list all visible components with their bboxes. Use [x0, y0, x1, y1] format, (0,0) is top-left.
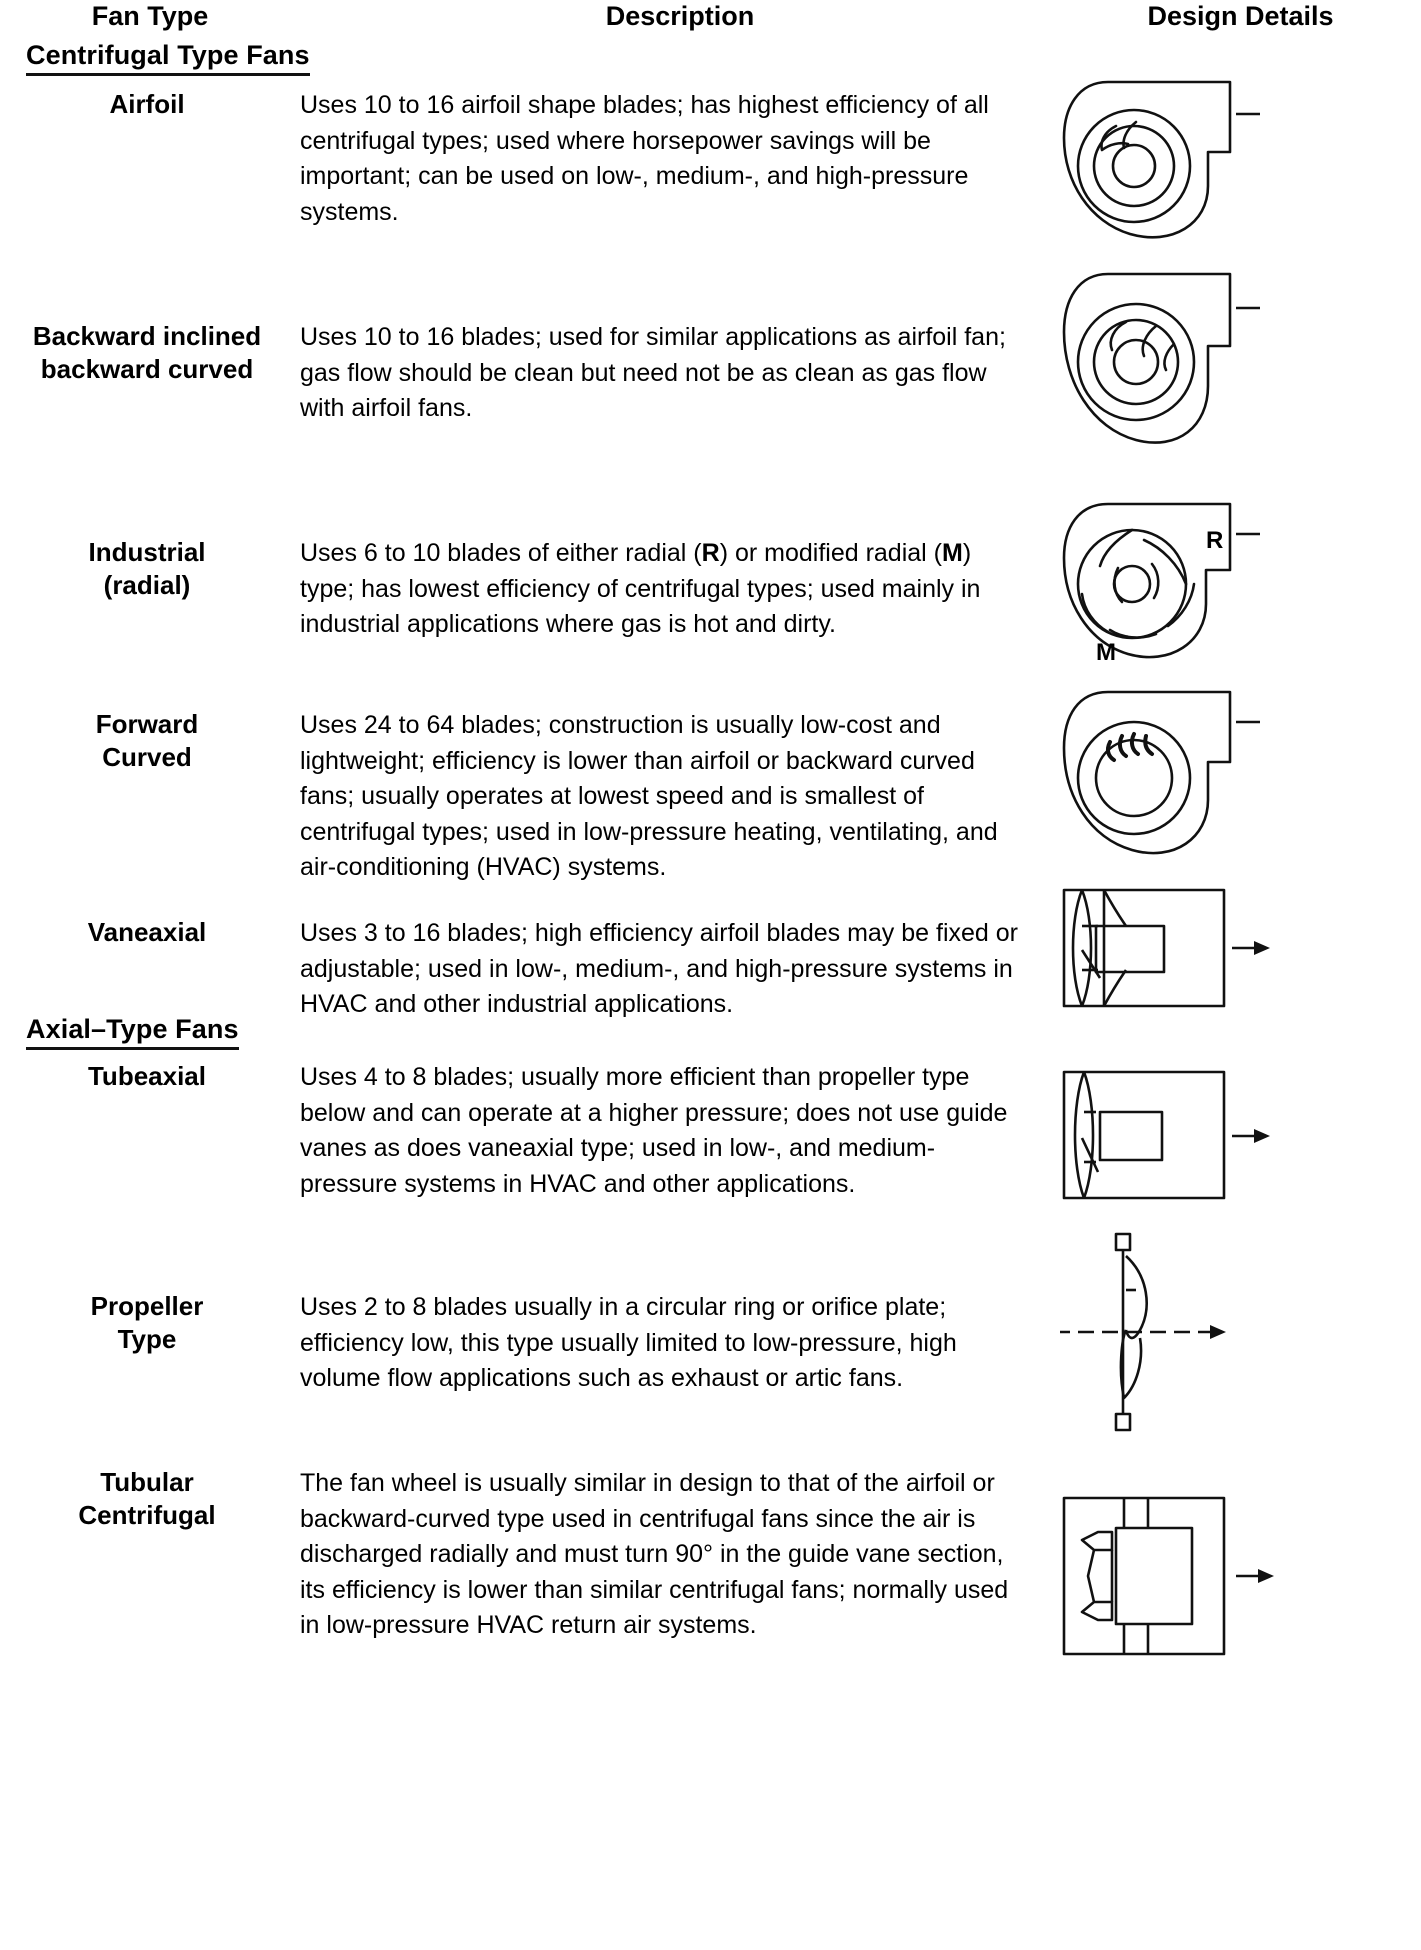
modified-blade-label-M: M: [1096, 639, 1116, 666]
airflow-arrow-icon: [1254, 941, 1270, 955]
axial-duct-vaneaxial-icon: [1060, 886, 1270, 1011]
description-forward-curved: Uses 24 to 64 blades; construction is usually low-cost and lightweight; efficiency is lower than airfoil or backward curved fans; usually operates at lowest speed and is smallest of centrifugal types; used in low-pressure heating, ventilating, and air-conditioning (HVAC) systems.: [300, 711, 998, 881]
group-heading-centrifugal-wrap: [0, 40, 1421, 74]
description-airfoil: Uses 10 to 16 airfoil shape blades; has highest efficiency of all centrifugal types; used where horsepower savings will be important; can be used on low-, medium-, and high-pressure systems.: [300, 91, 989, 226]
table-row-airfoil: [0, 74, 1421, 266]
table-row-industrial-radial: [0, 496, 1421, 686]
diagram-airfoil: [1060, 74, 1421, 264]
airflow-arrow-icon: [1254, 1129, 1270, 1143]
fan-type-vaneaxial: [0, 886, 300, 949]
centrifugal-scroll-forward-curved-icon: [1060, 686, 1260, 876]
airflow-arrow-icon: [1210, 1325, 1226, 1339]
column-header-fan-type: Fan Type: [91, 1, 209, 31]
fan-type-propeller: [0, 1220, 300, 1357]
fan-type-line-1: Propeller: [90, 1291, 204, 1321]
table-row-forward-curved: [0, 686, 1421, 886]
group-heading-axial: Axial–Type Fans: [26, 1014, 239, 1050]
fan-type-line-1: Vaneaxial: [87, 917, 207, 947]
propeller-blade-centerline-icon: [1060, 1230, 1290, 1435]
diagram-tubular-centrifugal: [1060, 1460, 1421, 1664]
description-tubular-centrifugal: The fan wheel is usually similar in design to that of the airfoil or backward-curved type used in centrifugal fans since the air is discharged radially and must turn 90° in the guide vane section, its efficiency is lower than similar centrifugal fans; normally used in low-pressure HVAC return air systems.: [300, 1469, 1009, 1639]
fan-type-line-2: Centrifugal: [78, 1500, 216, 1531]
fan-type-backward-inclined: [0, 266, 300, 387]
table-row-propeller: [0, 1220, 1421, 1460]
centrifugal-scroll-backward-curved-icon: [1060, 266, 1260, 476]
diagram-backward-inclined: [1060, 266, 1421, 476]
airflow-arrow-icon: [1258, 1569, 1274, 1583]
fan-type-industrial-radial: [0, 496, 300, 603]
axial-duct-tubeaxial-icon: [1060, 1068, 1270, 1203]
column-header-design-details: Design Details: [1147, 1, 1334, 31]
group-heading-centrifugal: Centrifugal Type Fans: [26, 40, 310, 76]
fan-type-tubeaxial: [0, 1050, 300, 1093]
fan-type-forward-curved: [0, 686, 300, 775]
fan-type-line-2: backward curved: [40, 354, 254, 385]
fan-type-line-2: (radial): [103, 570, 191, 601]
fan-type-line-2: Type: [117, 1324, 177, 1355]
table-row-tubeaxial: [0, 1050, 1421, 1220]
radial-blade-label-R: R: [1206, 527, 1224, 554]
column-header-description: Description: [605, 1, 755, 31]
fan-type-line-1: Tubeaxial: [87, 1061, 206, 1091]
fan-type-line-1: Industrial: [88, 537, 206, 567]
desc-part-0: Uses 6 to 10 blades of either radial (: [300, 539, 702, 567]
tubular-centrifugal-duct-icon: [1060, 1494, 1290, 1664]
description-backward-inclined: Uses 10 to 16 blades; used for similar applications as airfoil fan; gas flow should be clean but need not be as clean as gas flow with airfoil fans.: [300, 323, 1006, 422]
table-header-row: [0, 0, 1421, 40]
diagram-industrial-radial: [1060, 496, 1421, 681]
description-propeller: Uses 2 to 8 blades usually in a circular ring or orifice plate; efficiency low, this type usually limited to low-pressure, high volume flow applications such as exhaust or artic fans.: [300, 1293, 957, 1392]
fan-type-line-1: Forward: [95, 709, 199, 739]
table-row-tubular-centrifugal: [0, 1460, 1421, 1670]
description-vaneaxial: Uses 3 to 16 blades; high efficiency airfoil blades may be fixed or adjustable; used in low-, medium-, and high-pressure systems in HVAC and other industrial applications.: [300, 919, 1018, 1018]
diagram-tubeaxial: [1060, 1050, 1421, 1203]
diagram-vaneaxial: [1060, 886, 1421, 1011]
desc-part-modified-letter: M: [942, 539, 963, 567]
centrifugal-scroll-airfoil-icon: [1060, 74, 1260, 264]
description-industrial-radial: [300, 496, 1060, 643]
fan-type-line-2: Curved: [102, 742, 192, 773]
centrifugal-scroll-radial-icon: [1060, 496, 1260, 681]
desc-part-2: ) or modified radial (: [719, 539, 942, 567]
description-tubeaxial: Uses 4 to 8 blades; usually more efficient than propeller type below and can operate at a higher pressure; does not use guide vanes as does vaneaxial type; used in low-, and medium-pressure systems in HVAC and other applications.: [300, 1063, 1008, 1198]
fan-type-line-1: Backward inclined: [32, 321, 262, 351]
diagram-propeller: [1060, 1220, 1421, 1435]
diagram-forward-curved: [1060, 686, 1421, 876]
table-row-backward-inclined: [0, 266, 1421, 496]
fan-type-airfoil: Airfoil: [109, 89, 185, 119]
fan-type-tubular-centrifugal: [0, 1460, 300, 1533]
desc-part-radial-letter: R: [701, 539, 720, 567]
fan-type-line-1: Tubular: [100, 1467, 194, 1497]
desc-part-4: ) type; has lowest efficiency of centrifugal types; used mainly in industrial applications where gas is hot and dirty.: [300, 539, 981, 638]
table-row-vaneaxial: [0, 886, 1421, 1018]
